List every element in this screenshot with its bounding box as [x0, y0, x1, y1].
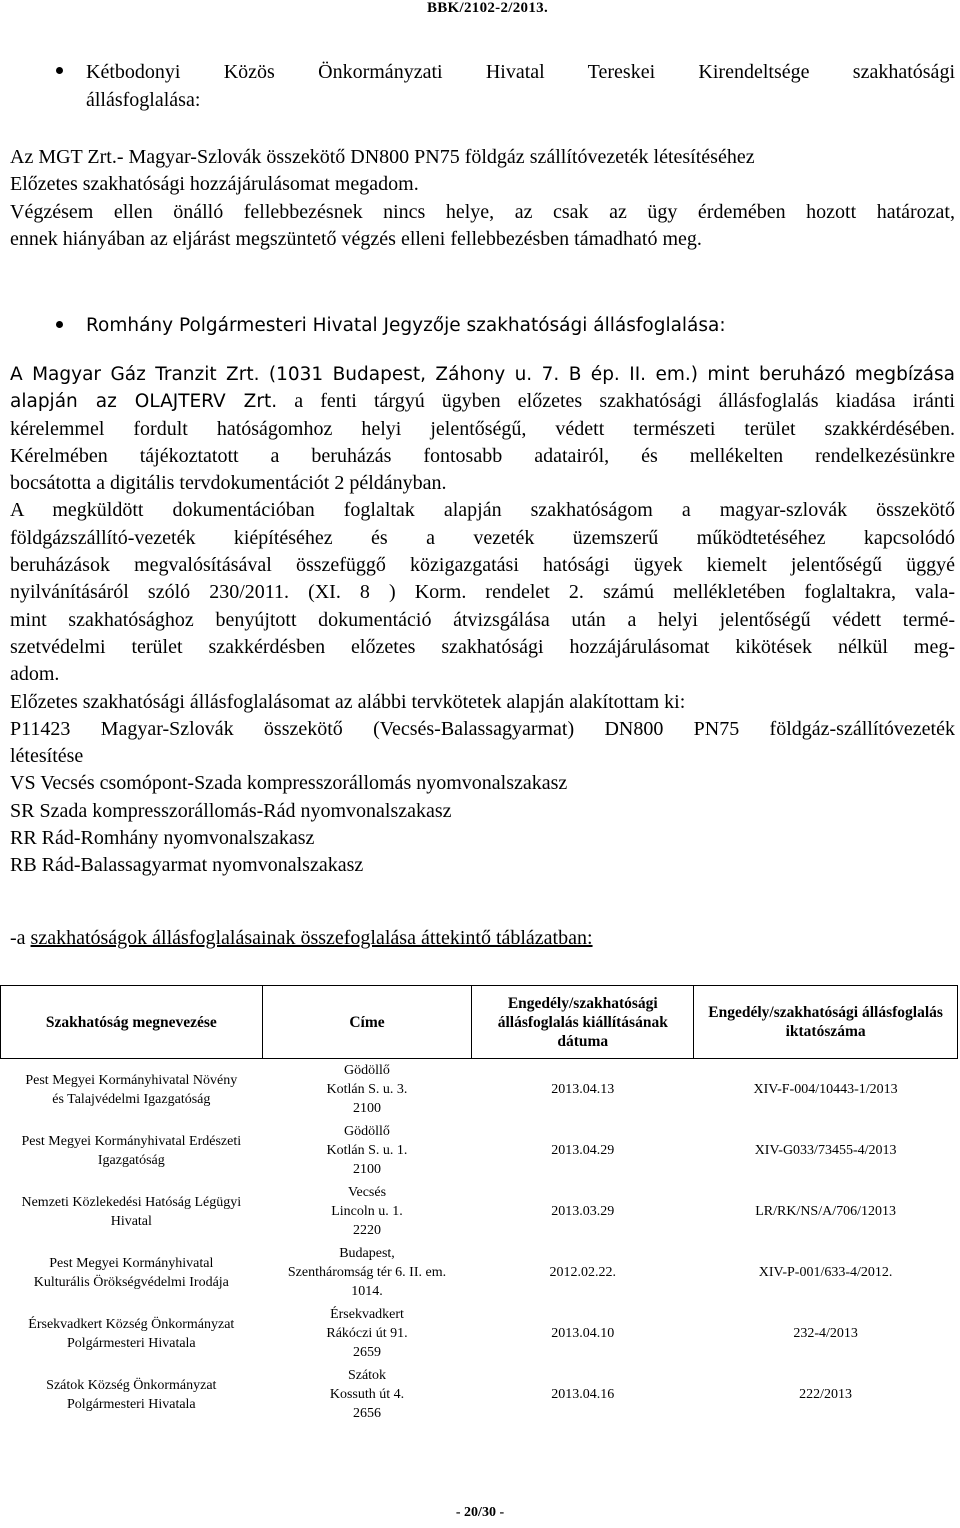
- cell-address-line: 2659: [352, 1345, 381, 1360]
- table-row: [1, 1364, 958, 1425]
- cell-date-line: 2013.03.29: [551, 1204, 615, 1219]
- cell-reference-line: XIV-P-001/633-4/2012.: [758, 1265, 893, 1280]
- cell-address-line: Szentháromság tér 6. II. em.: [287, 1265, 447, 1280]
- cell-address-line: 1014.: [351, 1284, 383, 1299]
- section-2-line: VS Vecsés csomópont-Szada kompresszorállomás nyomvonalszakasz: [10, 772, 568, 795]
- section-2-line: beruházások megvalósításával összefüggő közigazgatási hatósági ügyek kiemelt jelentőségű üggyé: [10, 554, 955, 577]
- cell-date-line: 2012.02.22.: [549, 1265, 617, 1280]
- summary-underlined: szakhatóságok állásfoglalásainak összefoglalása áttekintő táblázatban:: [30, 927, 593, 949]
- cell-date: [472, 1242, 694, 1303]
- cell-authority-name-line: Szátok Község Önkormányzat: [46, 1377, 217, 1393]
- section-1: [10, 144, 955, 253]
- cell-reference: [694, 1364, 958, 1425]
- page-number: - 20/30 -: [455, 1505, 505, 1520]
- cell-address-line: 2220: [352, 1223, 381, 1238]
- table-row: [1, 1059, 958, 1121]
- cell-authority-name-line: és Talajvédelmi Igazgatóság: [52, 1091, 211, 1107]
- section-2-line: kérelemmel fordult hatóságomhoz helyi jelentőségű, védett természeti terület szakkérdésében.: [10, 417, 955, 440]
- section-2-line: RB Rád-Balassagyarmat nyomvonalszakasz: [10, 854, 364, 877]
- section-1-line: ennek hiányában az eljárást megszüntető végzés elleni fellebbezésben támadható meg.: [10, 227, 702, 250]
- cell-authority-name: [1, 1120, 263, 1181]
- cell-authority-name: [1, 1242, 263, 1303]
- cell-address-line: Gödöllő: [344, 1063, 390, 1078]
- cell-reference: [694, 1303, 958, 1364]
- cell-reference-line: 232-4/2013: [793, 1326, 858, 1341]
- cell-date: [472, 1181, 694, 1242]
- cell-authority-name-line: Kulturális Örökségvédelmi Irodája: [33, 1274, 229, 1290]
- section-2-line: Kérelmében tájékoztatott a beruházás fontosabb adatairól, és mellékelten rendelkezésünkre: [10, 444, 955, 467]
- cell-date: [472, 1059, 694, 1121]
- cell-reference-line: XIV-G033/73455-4/2013: [754, 1143, 897, 1158]
- section-1-line: Előzetes szakhatósági hozzájárulásomat megadom.: [10, 173, 419, 196]
- cell-date: [472, 1120, 694, 1181]
- cell-date-line: 2013.04.10: [551, 1326, 615, 1341]
- cell-address-line: Érsekvadkert: [330, 1307, 404, 1322]
- cell-address: [262, 1303, 472, 1364]
- cell-authority-name: [1, 1364, 263, 1425]
- section-2-line: szetvédelmi terület szakkérdésben előzetes szakhatósági hozzájárulásomat kikötések nélkül meg-: [10, 635, 955, 658]
- authorities-table: [0, 985, 958, 1425]
- table-row: [1, 1120, 958, 1181]
- section-2-line: Előzetes szakhatósági állásfoglalásomat az alábbi tervkötetek alapján alakítottam ki:: [10, 690, 686, 713]
- cell-address-line: 2100: [352, 1162, 381, 1177]
- cell-reference: [694, 1120, 958, 1181]
- cell-date: [472, 1364, 694, 1425]
- cell-address-line: Kossuth út 4.: [329, 1387, 405, 1402]
- section-2-line: A megküldött dokumentációban foglaltak alapján szakhatóságom a magyar-szlovák összekötő: [10, 499, 955, 522]
- cell-reference: [694, 1059, 958, 1121]
- cell-date-line: 2013.04.29: [551, 1143, 615, 1158]
- section-2-line: P11423 Magyar-Szlovák összekötő (Vecsés-Balassagyarmat) DN800 PN75 földgáz-szállítóvezeték: [10, 717, 955, 740]
- cell-reference-line: XIV-F-004/10443-1/2013: [753, 1082, 898, 1097]
- section-2-line: A Magyar Gáz Tranzit Zrt. (1031 Budapest, Záhony u. 7. B ép. II. em.) mint beruházó megbízása: [10, 364, 955, 385]
- section-2-line: létesítése: [10, 745, 84, 768]
- document-id: BBK/2102-2/2013.: [426, 0, 548, 16]
- cell-authority-name-line: Polgármesteri Hivatala: [66, 1335, 196, 1351]
- section-2-line: nyilvánításáról szóló 230/2011. (XI. 8 ) Korm. rendelet 2. számú mellékletében foglaltakra, vala-: [10, 581, 955, 604]
- section-2-serif-part: a fenti tárgyú ügyben előzetes szakhatósági állásfoglalás kiadása iránti: [277, 390, 955, 413]
- cell-address-line: 2100: [352, 1101, 381, 1116]
- section-2-line: mint szakhatósághoz benyújtott dokumentáció átvizsgálása után a helyi jelentőségű védett termé-: [10, 608, 955, 631]
- section-1-line: Az MGT Zrt.- Magyar-Szlovák összekötő DN800 PN75 földgáz szállítóvezeték létesítéséhez: [10, 146, 755, 168]
- section-2-line: RR Rád-Romhány nyomvonalszakasz: [10, 827, 315, 850]
- cell-reference: [694, 1242, 958, 1303]
- summary-heading: [10, 927, 593, 950]
- cell-address: [262, 1181, 472, 1242]
- section-2-line: adom.: [10, 663, 60, 686]
- section-2-line: SR Szada kompresszorállomás-Rád nyomvonalszakasz: [10, 799, 452, 822]
- cell-address-line: Budapest,: [339, 1246, 395, 1261]
- cell-date-line: 2013.04.13: [551, 1082, 615, 1097]
- cell-address: [262, 1242, 472, 1303]
- cell-authority-name: [1, 1303, 263, 1364]
- cell-authority-name-line: Nemzeti Közlekedési Hatóság Légügyi: [21, 1194, 242, 1210]
- bullet-icon: [56, 67, 63, 74]
- column-header-date: Engedély/szakhatósági állásfoglalás kiállításának dátuma: [472, 986, 694, 1059]
- cell-address-line: Gödöllő: [344, 1124, 390, 1139]
- cell-authority-name-line: Igazgatóság: [97, 1152, 165, 1168]
- cell-date-line: 2013.04.16: [551, 1387, 615, 1402]
- bullet-icon: [56, 321, 63, 328]
- cell-date: [472, 1303, 694, 1364]
- column-header-address: Címe: [262, 986, 472, 1059]
- bullet-1-line-2: állásfoglalása:: [86, 89, 201, 111]
- cell-authority-name-line: Pest Megyei Kormányhivatal Növény: [25, 1072, 238, 1088]
- cell-authority-name-line: Pest Megyei Kormányhivatal: [49, 1255, 214, 1271]
- cell-address-line: 2656: [352, 1406, 381, 1421]
- column-header-reference: Engedély/szakhatósági állásfoglalás iktatószáma: [694, 986, 958, 1059]
- cell-address-line: Kotlán S. u. 3.: [326, 1082, 408, 1097]
- cell-reference: [694, 1181, 958, 1242]
- cell-address: [262, 1364, 472, 1425]
- section-2: [10, 361, 955, 880]
- cell-authority-name-line: Hivatal: [110, 1213, 152, 1229]
- table-row: [1, 1242, 958, 1303]
- cell-address: [262, 1059, 472, 1121]
- section-2-line: [10, 388, 955, 415]
- cell-reference-line: 222/2013: [799, 1387, 853, 1402]
- cell-authority-name-line: Polgármesteri Hivatala: [66, 1396, 196, 1412]
- column-header-name: Szakhatóság megnevezése: [1, 986, 263, 1059]
- table-row: [1, 1303, 958, 1364]
- bullet-2-line-1: Romhány Polgármesteri Hivatal Jegyzője szakhatósági állásfoglalása:: [86, 315, 726, 336]
- cell-authority-name-line: Érsekvadkert Község Önkormányzat: [28, 1316, 235, 1332]
- cell-address-line: Szátok: [347, 1368, 387, 1383]
- table-row: [1, 1181, 958, 1242]
- cell-address-line: Kotlán S. u. 1.: [326, 1143, 408, 1158]
- section-1-line: Végzésem ellen önálló fellebbezésnek nincs helye, az csak az ügy érdemében hozott határozat,: [10, 200, 955, 223]
- cell-address-line: Vecsés: [347, 1185, 387, 1200]
- summary-prefix: -a: [10, 927, 31, 949]
- section-2-sans-part: alapján az OLAJTERV Zrt.: [10, 391, 278, 413]
- bullet-1-line-1: Kétbodonyi Közös Önkormányzati Hivatal Tereskei Kirendeltsége szakhatósági: [86, 61, 955, 83]
- cell-address-line: Lincoln u. 1.: [331, 1204, 403, 1219]
- cell-reference-line: LR/RK/NS/A/706/12013: [755, 1204, 896, 1219]
- cell-authority-name: [1, 1059, 263, 1121]
- cell-authority-name-line: Pest Megyei Kormányhivatal Erdészeti: [21, 1133, 242, 1149]
- section-2-line: bocsátotta a digitális tervdokumentációt 2 példányban.: [10, 472, 447, 495]
- cell-address: [262, 1120, 472, 1181]
- cell-authority-name: [1, 1181, 263, 1242]
- section-2-line: földgázszállító-vezeték kiépítéséhez és a vezeték üzemszerű működtetéséhez kapcsolódó: [10, 526, 955, 549]
- table-header-row: [1, 986, 958, 1059]
- cell-address-line: Rákóczi út 91.: [326, 1326, 408, 1341]
